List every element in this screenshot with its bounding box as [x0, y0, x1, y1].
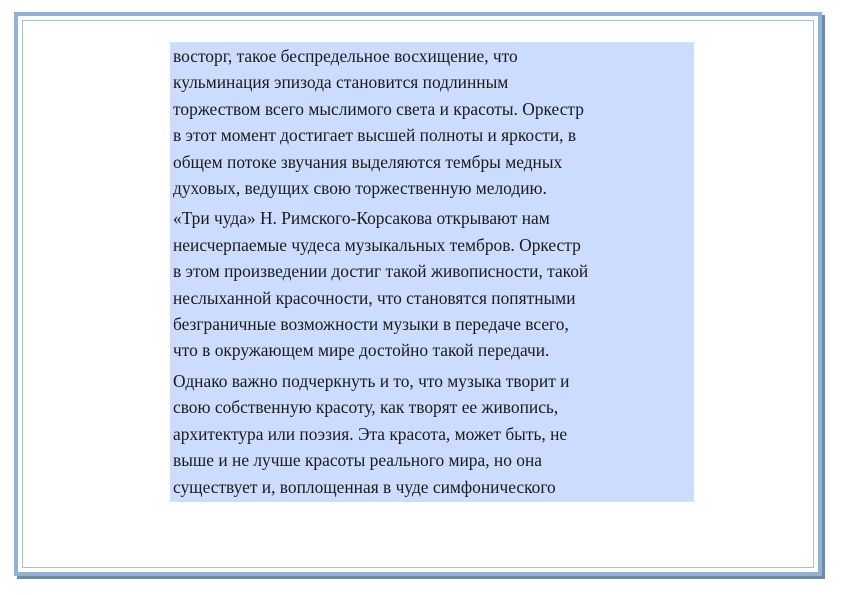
text-line: выше и не лучше красоты реального мира, но она [173, 450, 542, 471]
text-line: в этот момент достигает высшей полноты и яркости, в [173, 125, 577, 146]
text-line: духовых, ведущих свою торжественную мелодию. [173, 178, 547, 199]
text-line: свою собственную красоту, как творят ее живопись, [173, 397, 559, 418]
text-line: Однако важно подчеркнуть и то, что музыка творит и [173, 370, 570, 391]
text-line: торжеством всего мыслимого света и красоты. Оркестр [173, 98, 584, 119]
paragraph-1 [173, 43, 692, 201]
text-line: неисчерпаемые чудеса музыкальных тембров. Оркестр [173, 234, 581, 255]
text-line: что в окружающем мире достойно такой передачи. [173, 340, 550, 361]
text-line: в этом произведении достиг такой живописности, такой [173, 261, 589, 282]
paragraph-3 [173, 368, 692, 500]
text-line: архитектура или поэзия. Эта красота, может быть, не [173, 423, 568, 444]
text-line: восторг, такое беспредельное восхищение, что [173, 46, 518, 66]
text-line: неслыханной красочности, что становятся попятными [173, 287, 576, 308]
text-line: «Три чуда» Н. Римского-Корсакова открывают нам [173, 208, 550, 229]
text-line: кульминация эпизода становится подлинным [173, 72, 509, 93]
text-line: существует и, воплощенная в чуде симфонического [173, 476, 556, 497]
text-line: безграничные возможности музыки в передаче всего, [173, 314, 569, 335]
text-block[interactable] [170, 42, 694, 502]
paragraph-2 [173, 205, 692, 363]
text-line: общем потоке звучания выделяются тембры медных [173, 151, 563, 172]
